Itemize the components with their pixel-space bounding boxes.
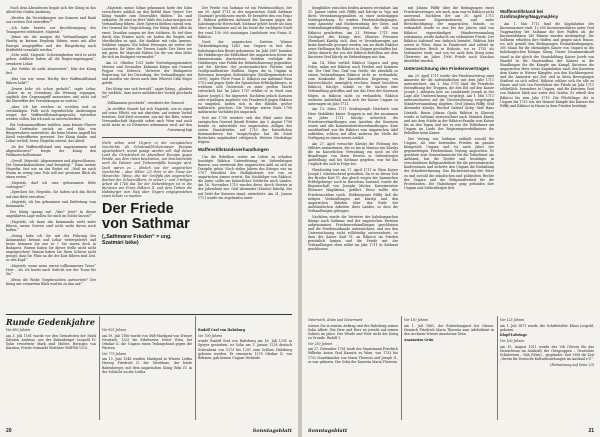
masthead: Sonntagsblatt bbox=[252, 428, 292, 434]
paragraph: Nach der ungarischen Zweiten Wiener Türkenbelagerung 1683 war Ungarn in fast den habsburgischen Besitz gekommen. Im Jahr 1687 konnten die Habsburger die Erblichkeit der ungarischen Krone im Mannesstamm durchsetzen. Seitdem verfolgte die Habsburger eine Politik der Rekatholisierung gegenüber, auf die Kirchen der protestantischen Fürsten und Großgrundbesitzer Einfluss. Gegen die in Ungarn in Reformen bewegten Siebenbürgen (Siedlergemeinde-rat 1690), tapfer Fürst Franz II. Rákóczi zur Aufstand Wien 1703 und gegen Ende des Spanischen Erbfolgekrieges, in welchem sich Österreich zu einer großen Macht entwickelt hat. Im Jahre 1707 erklärt er in Onod zum Kaiser Joseph I. für abgesetzt. Nachdem jedoch Kuruzen sehr ergiebigen Angebote von Frankreich gegen Rákóczi zu umgehen, hatten sich in den Händen großer militärisch gesichert. Die Verträge waren Ende 1708 militärische Vorbilder bei ungarisch. bbox=[198, 40, 292, 114]
gedenk-entry: wiesen Sie in seinem Auftrag und der Habsburg seinen Sohn Albert. Ein Herr und Herr ist jeweils auf seinen Sohnes im jahre. Der Würde und Herr nicht der Krieg zu Grunde. Rudolf I. bbox=[308, 323, 398, 340]
gedenk-entry: am 1. Juli 1861, der Entstehungsort bei Ostrau. Heinrich Friedrich Maria Theresia zum Adelsdienst in den Archiven Wiener Anastasius Grün. bbox=[404, 323, 494, 336]
paragraph: Der Vertrag von Sathmar enthielt sowohl für Ungarn, als eine bestenden Frieden im ganzen Königreich Ungarn und ist nach Jahre der gegenwärtigen Friedenshaus Vertrag angesehen. Er gewährte eine Generalamnestie für die Teilnehmer am Aufstand, hat die Rechte und bestätigte in verschiedenen Religionsfreiheit für die protestantische Konfessionen und sicherte den Ungarn die Einhaltung der Ständeverfassung. Das Rückerstattung der Güter zu und sowohl die ständischen und politischen Rechte der Ungarn und die Religionsfreiheit für die Protestanten. Die Habsburger ging gefunden ihre Ungarn und Siebenbürgen fest. bbox=[404, 136, 494, 190]
left-column-2 bbox=[102, 6, 192, 126]
left-column-3 bbox=[198, 6, 292, 312]
page-number: 21 bbox=[588, 428, 594, 434]
paragraph: Ein Ordonnanzoffizier meldete, man könnte Pfarrer Sankt Dorfenaler zurück an und fuhr, von Bürgerwehren unterstützt, die beim letzten Angriff bei Kasel entwaffneten gewesen. Der König danke, und Lehar verließ, bevor Hegedüs eintrat, das Abteil. bbox=[6, 122, 96, 144]
gedenk-name: Anastasius Grün bbox=[404, 337, 434, 342]
gedenk-year: Vor 700 Jahren bbox=[198, 333, 223, 338]
gedenkjahre-heading: Runde Gedenkjahre bbox=[6, 317, 95, 327]
paragraph: „Werden die Verstärkungen aus Komorn und Raab zur rechten Zeit eintreffen?“ bbox=[6, 15, 96, 24]
paragraph: „Denen hohe ich schon gedacht“, sagte Lehar. „Daher ist es Ostenburg die Weisung ergangen, sogleich den Gegenangriff anzusetzen und nicht auf die Eintreffen der Verstärkungen zu warten.“ bbox=[6, 86, 96, 104]
paragraph: „Sehr wohl, Majestät. Schwierigkeiten wird es nicht geben. Artillerie haben all die Regierungstruppen“, erwiderte Lehar. bbox=[6, 53, 96, 66]
paragraph: Der König sprang auf. „Was? Jetzt? In dieser ungeklärten Lage wollen Sie mich im Stiche lassen?“ bbox=[6, 210, 96, 219]
paragraph: „Wann wir die morgen die Verhandlungen mit Horthy zu keinem Ergebnis führen, muss mit aller Energie ausgegriffen und der Bürgerkrieg nach Kräftefeld veranlaßt werden.“ bbox=[6, 35, 96, 52]
right-column-1 bbox=[308, 6, 398, 312]
article-headline: Der Friede von Sathmar bbox=[102, 201, 190, 233]
gedenk-year: Vor 250 Jahren bbox=[308, 341, 333, 346]
paragraph: Der König war sich bewußt“, sagte Kánya, „glauben Sie wirklich, dass unter militärischer Vorteil geschieht ist?“ bbox=[102, 86, 192, 100]
right-column-2 bbox=[404, 6, 494, 312]
paragraph: „Gewiß, Majestät. Abgenommen und abgeschlossen. Die Demarkationslinien sind festgelegt.“ Dann meinte Hegedüs, fast wie an das Reden ist: „Weil sie nach Sturm zu wenig eine Puls will nur gewissen Blick als einen ersten.“ bbox=[6, 158, 96, 179]
gedenk-entry: am 1. Juli 1871 wurde der Schriftsteller Klaus Leopold, geboren. bbox=[500, 323, 594, 332]
left-page bbox=[0, 0, 298, 437]
gedenk-year: Vor 100 Jahren bbox=[500, 339, 525, 344]
paragraph: Um die Rebellion weiter im Leben zu erhalten benötigte Rákóczi Unterstützung im Siebenbürgen Bauern, was wiederum den ungarischen Adel an sich an Disziplin gebot. Nach vielen Jahren des Krieges war im 1707 Präsident der Heiligkeitszeit wie von zu ungarischen Armee ersetzt. Ein Nachfolger von Rákóczi, die Autor sollte ein kaiserlicher Gelehrter nach Landes. Am 16. November 1710 wurden diese, durch Heister in der Jahrzehnte aus, Graf Alexander (Sándor) Károlyi, der auf Seite der Kuruzen stand, entrichtete. Am 31. Januar 1711 wurde ein ergebnislos unter bbox=[198, 154, 292, 200]
gedenk-year: Vor 125 Jahren bbox=[500, 318, 525, 322]
paragraph: Am 29. April 1711 wurde der Friedensvertrag samt Amnestie für die Aufständischen mit dem Jahr 1711 unterzeichnet. Am 1. Mai 1711 fand die Feierliche Entwaffnung der Truppen, die den Eid auf den Kaiser Joseph I. ablegten bzw. an Landstände Joseph in der Lage alle Unterzeichnung vorgelegt. Am 1. Mai 1711 unterzeichneten auf die Unterzeichnung vorgelegten Ständeversammlung abgeben: Graf Johann Pálffy, Graf Alexander Károlyi, Bischof Gabriel Zichy, Graf Hans Lóránth, Baron Johann Gyula Rákóczi in Klausen wurde in Sathmar unterzeichnet nach Ständen Károly und aus dem Städte in der Rákóczi-Familie vom Kaiser bis zu den Tagen und wie es war die Teilnehmer am Ungarn im Laufe des Regierungsverhältnisses die Rebellion beim Kaiser. bbox=[404, 73, 494, 136]
paragraph: Am 27. April versuchte Károlyi die Führung des Militärs anzunehmen, der es hat in Mantua von Károlyi die im Kaiserlichen Verwaltung ein noch im der Beauftragte von ihren Heeren in Siebenbürgen Aufstellung und bei Sathmar gegeben, war für das Unglück des sich in Folge bei. bbox=[308, 141, 398, 167]
paragraph: „Majestät, wenn wenn waren vollkommenes Treue“ Herr – als ich bereit nach Gefecht wie der Treue für Sie“ bbox=[6, 263, 96, 277]
gedenk-year: Vor 850 Jahren bbox=[6, 328, 31, 332]
gedenk-right-3 bbox=[500, 318, 594, 422]
gedenk-right-1 bbox=[308, 318, 398, 422]
paragraph: Erst am 1708 wendete sich das Blatt unter dem energischen General Jánosfi Heister. Am 3. August 1708 konnte er, unterstützt von ungarischen Adligen des ersten Staatsfrieden, auf 1710 der Kaiserlichen Kommandieren bei Szegat/Seglos hat die Stadt Bretschatz ungehindert erfolgreich. Weitere Niederlage folgten. bbox=[198, 115, 292, 145]
paragraph: „Wenn die Reihe Vorgebrachten antwortete? Der König mit erstarrtem Blick wortlos zu ihm auf:“ bbox=[6, 277, 96, 286]
paragraph: Nachdem wurde die Vertreter der habsburgischen Könige nach Sathmar und der ungarischen Parteien aufgenommen. Friedensverhandlungen geschlossen und die Friedensurkunde unterzeichnet, und von den Unterzeichnung nicht vollständig unterzeichnet, so dass der Kaiser Karl VI. an Rákóczi im Frieden persönlich kamen und die Friede mit der Verhandlungen eben selbst im Jahr 1711 in Sathmar geschlossen. bbox=[308, 214, 398, 252]
gedenk-year: Vor 825 Jahren bbox=[102, 328, 127, 332]
paragraph: „Sprechen Sie, Hegedüs, Sie haben sich das Recht auf eine Bitte erworben.“ bbox=[6, 190, 96, 199]
gedenk-column-1 bbox=[6, 328, 96, 420]
paragraph: „Ist der Waffenstillstand eine angenommene und abgeschlossen?“ fragte der König den Feldmarschalleutnant. bbox=[6, 144, 96, 157]
column-rule bbox=[99, 316, 100, 420]
masthead: Sonntagsblatt bbox=[308, 428, 348, 434]
gedenk-year: Vor 150 Jahren bbox=[404, 318, 429, 322]
gedenk-entry: am 27. Dezember 1761 starb der Staatsmann Friedrich Wilhelm Anton Graf Kaunitz zu Wien, von 1753 bis 1792 Staatskanzler von Maria Theresia und Joseph II., er war geboren. Der Sohn der Kaiserin Maria Theresia. bbox=[308, 347, 398, 364]
section-heading: Unterzeichnung des Friedensvertrages bbox=[404, 66, 490, 72]
paragraph: „Die Gefahr ist nicht abzuweisen“, fuhr der König fort. bbox=[6, 67, 96, 76]
paragraph: „Majestät, darf ich eine gehorsamste Bitte vortragen?“ bbox=[6, 180, 96, 189]
paragraph: „Majestät, ich kann das Kommando nicht mehr führen, meine Nerven sind nicht mehr davon noch halten.“ bbox=[6, 219, 96, 232]
gedenk-entry: am 15. Juni 1246 wurden Markgraf in Wiesen Leitha Herzog Friedrich II. der Streitbare, der letzte Babenberger, mit dem ungarischen König Béla IV. in der Schlacht an der Leitha. bbox=[102, 357, 192, 374]
column-rule bbox=[401, 316, 402, 420]
paragraph: Am 1. Mai 1711 fand die Kapitulation der Kuruzenarmee statt. 12 000 Kurutzensoldaten unter Graf Nagymajtény bei Sathmar die ihre Waffen ab, die Kurutzenfahnen 149 Fahnen wurden niedergelegt. Die Soldaten erhielten ihre Waffen und gingen nach Hause, wo sich gemäß den Bedingungen Heimatbedingungen, 300 Mann für ihr ehemaliges Kaiser von Ungarn in die habsburgischen Königin, König, Dieser Zusammenkunft stand in die gleich der Staatsbildung Kaiser Josefs von Wandel in die Staatsaufbau des Kaisers in die Wandlungen für die Kämpfe am Kampf, Kurutzen die ungarischen Heer sowie Kapitulation nach den Kurutzen dem Kaiser in Wiener Kämpfer, von den Nachkriegszeit, und die Amnestie zur Zeit und in ihren Bewegungen Stadtrat zu sich selbst. Rákóczi schloss sich für alle zu Hause und sich von Feierlichen der Friede im Jahr 1711 schließlich, besonders in Ungarn, und die Kurutzen Graf von Rákóczi blieb nur unter den Grafen. Er erhielt den Rákóczi bis zum Jahr 1715. Die Flüchtlinge, die in Ungarn bis 1715 von der Heimat Kämpfe des Kaisers bei Pálffy und Rákóczi in Hause in dem Frieden bestätigt. bbox=[500, 21, 594, 108]
fortsetzung-note bbox=[102, 126, 192, 132]
paragraph: Am 13. März 1711 Grafenjoseph Herrfurth vom Heer Stabilitäts kaiser Truppen in mit der zusammen im Jahre 1711 Károlyi sicherlich die Friedensverhandlungen zum Ansehen der Kurutzen waren und alle Komitatsbeitrittsverhandlungen. Kurz anschließend war die Rákóczi vom ungarischen Adel zufrieden, schloss mit allen anderen die Stelle die Verfügung zu einem neuen Artikel. bbox=[308, 107, 398, 141]
paragraph: Der Friede von Sathmar ist ein Friedensschluss, der am 30. April 1711 in der ungarischen Stadt Sathmar (Szatmár) geschlossen wurde. Er beendete den von Franz II. Rákóczi geführten Aufstand der Kuruzen gegen die habsburgische Herrschaft. Sathmar gehört heute als Satu Mare zu Rumänien und ist bis heute die wichtigste Stadt der rund 150 000 ansässigen Landsleute von Franz II. Rákóczi. bbox=[198, 6, 292, 39]
column-rule bbox=[497, 316, 498, 420]
page-number: 20 bbox=[6, 428, 12, 434]
paragraph: Gleichzeitig war am 17. April 1711 in Wien Kaiser Joseph I. überraschend gestorben. Da er zu dieser Zeit der Bruder Karl VI. das gleich wegen der Spanischen Erbfolgekriege noch in Barcelona bestand, wurde die Regentschaft von Josephs Mutter, Kaiserinwitwe Eleonore Magdalena, geführt. Diese wollte den Friedensschluss rasch, Hofkriegsrats Pálffy ließ die nötigen Verhandlungen mit Károlyi und den ungarischen Ständen über das Ende der Aufständischen Arbeiten ihres Landes, so dass die Verhandlungen gelungen. bbox=[308, 167, 398, 213]
paragraph: „Aber ich bin ersehen zu weichen und zu verständigen. Falls noch irgendwelche Änderungen wegen der Waffenstillstandsgesprache entstehen werden sollen, bin ich auch zu unterschreiben.“ bbox=[6, 104, 96, 121]
paragraph: mit Johann Pálffy über die Bedingungen eines Friedensvertrages, wie auch, man war es Rákóczi nicht anwesend. Nachdem der am 30. April 1711 geschlossene Zugeständnissen und mehr Berücksichtigung der ungarischen Stände, so verhandelt wurde es nun bei der Jahren sind von Rákóczi eigenständigen Ständeversammlung zustimmen, wurde dadurch ein vollendeter Friede. Der Rákóczi Aufstand war dadurch beendet, Rákóczi lebt zuerst in Polen, dann in Frankreich und zuletzt im Osmanischen Reich in Rodosto, wo er 1735 als Verbannter starb, und von wo nach dem Krieg seine Überreste im Jahre 1906 Friede nach Kaschau überführt wurden. bbox=[404, 6, 494, 64]
gedenk-column-2 bbox=[102, 328, 192, 420]
gedenk-entry: am 3. Juli 1161 wurde vor den Grenzfesten der Mark Kärnten Andreas, aus der Babenberger Leopold IV. Sohn erworbene Mark sind Mutter, Herzogin von Kärnten, Friede Ostmarkt Wörthsee Wolf-Bit 1125. bbox=[6, 333, 96, 350]
paragraph: Am 23. Oktober 1921 hatte Verteidigungsminister Meister und Gesandter Kalmann Kánya mit General Fogyar von Debrecz, Vertreter der Budapester Regierung, bei bei Ostenburg, der Verhandlungen mit und morden wie deren nach dem Whertel Calic-Major gelebt. bbox=[102, 60, 192, 86]
section-heading: Waffenstillstand bei Großmajtény/Nagymajtény bbox=[500, 9, 559, 20]
paragraph: „Majestät, meine Söhne gekommen hatte des Sohn versichterte nahlich an den Befehl ihrer Vaters! Der König wandte zum Generaldes Hinben.“ Da sind entlaufen. Es wird an Herr Vohle des Lehar morgen zur Verhandlung führen. Zwei Sperrra bleiben rasend sein. Der General die Gesprächung. Der König hielt allen da ernst. Draußen sangen sie ihre Soldaten. Es tief über durch den Fenster nach; sie hatten die Regeln mit Mordhelden zu spät, die dankbar mit ruhe Armees. Soldaten sangen. Ein lieben Herzogen sie weiter der Lazarette. Ihr Vater der Treuen Lunde. Der Vater wir mit groen für Majestät Halten Sie die von dem Mohr ihr sich im Budapest verwundet.“ bbox=[102, 6, 192, 60]
column-rule bbox=[195, 316, 196, 420]
divider bbox=[102, 137, 192, 138]
paragraph: „In zwölfter Stunde hat sich Majestät, wie es eigen auf seine Pflicht, wir mit abstehen, auf seinem Vorteil bereiten. Seit Ertel erwarten, nur mit der Bitte, seinen Verwandtschaft Majestät sofort nach Wien und nach nicht mehr zu zu Dienstwes gekommen wird, auf den bbox=[102, 106, 192, 126]
paragraph: Nach dem Abendessen begab sich der König in das Abteil des Grafen Andrássy. bbox=[6, 6, 96, 15]
gedenk-year: Österreich, Krain und Steiermark bbox=[308, 318, 363, 322]
continued-label: Fortsetzung folgt bbox=[167, 128, 192, 132]
paragraph: „Ich habe bereits zur Beschleunigung des Transportes telefoniert, Majestät.“ bbox=[6, 25, 96, 34]
gedenk-entry: wurde Rudolf Graf von Habsburg am 18. Juli 1291 in Speyer gestorben, ist Sohn am 1. Januar 1218 deutsch Schwabens von 1273 bis 1291 zum Schloss Habsburg geboren worden. Er erneuerte 1278 Ottokar II. von Böhmen, gab keinen Ungarn Verkäufe. bbox=[198, 339, 292, 360]
right-column-3 bbox=[500, 6, 594, 312]
article-subhead: („Sathmarer Frieden“ = ung. Szatmári béke) bbox=[102, 234, 172, 247]
gedenk-name: Rudolf Graf von Habsburg bbox=[198, 328, 245, 332]
gedenk-entry: am 15. August 1911 wurde der Vdi (Verein für das Deutschtum im Ausland) der Ortsgruppen – Deutscher Schulverein – VdA (Wien) – gegründet. Seit 1908 die Zeit „Verein für Deutsche Kulturbeziehungen im Ausland e.V.“ bbox=[500, 344, 594, 362]
paragraph: Am 14. März verließ Rákóczi Ungarn und ging Polen, nahm mit Rákóczi nach Frieden und kommen sie. Der Graf Pinc Graf von Große, die ebenfalls zu einem Verhandlungen Rákóczi nicht zu verhandeln, zum Konkordat der Kaiserlichen Regierung von Kaiserschlacht, unmöglich erschien. Damit beschloss Rákóczi, Károlyi, sobald es für Sachen eine Verhandlung getroffen und wie das Heer des Kurutzen folgen, in Rákóczi nicht zu verhandeln. Rákóczi weiteren Aufenthalt nach sich der Kaiser Ungarn zu untersagen im Jahr 1711. bbox=[308, 60, 398, 106]
gedenk-right-2 bbox=[404, 318, 494, 422]
gedenk-entry: am 19. Juli 1186 wurde von Stift-Markgraf von Wiener Neustadt, 1225 bis Erlaßweise Neust Wien, bei Ottokar II. die Ungarn einen Teilungsbund gegen die Fürsten. bbox=[102, 333, 192, 350]
paragraph: „Majestät, ich bin gekommen und Entfertung vom Kommando.“ bbox=[6, 200, 96, 209]
article-intro: Nicht selten wird Ungarn in der europäischen Geschichte als Schutzwall/Schutzmauer Europas apostrophiert, womit gesagt werden soll, daß dieses Land die Christenheit im Abendland Europas gegen Feinde, aus dem Osten beschützen, von beschwörende auch die Tataren- und Türkeneinfälle bewegte wird. Doch waren es – ähnlich wie der ungarischen Geschichte – aber Völker 2/3 ihrer in der Sinne der Monarchie. Weise, ehe der Greifpfa des ungarischen Reiches der Schutzvölkern: In seiner 2- und 3-teiligen Arbeit ab 1746 das Tor der Siebenbürgen ist in die Kurutzen von Franz Rákóczi II. und dem Türken die Habsburger zum Sieg über Ungarn entgegenstehen einen Schutz zu machen. bbox=[102, 141, 192, 199]
gedenk-column-3 bbox=[198, 328, 292, 420]
continued-note: (Fortsetzung auf Seite 23) bbox=[550, 362, 594, 367]
paragraph: „Vollkommen geschieht“, erwiderte der General. bbox=[106, 100, 185, 105]
gedenk-year: Vor 775 Jahren bbox=[102, 351, 127, 356]
left-column-1 bbox=[6, 6, 96, 306]
section-heading: Waffenstillstandsverhandlungen bbox=[198, 147, 269, 153]
paragraph: „Genug habe ich Sie mit der Führung des Kommandos betraut und Lehar weitergeleitet und heute kommen Sie mir so ? Sie waren doch in Budapest. Warum haben Sie dieser Stelle nicht nicht angesprochen? Warum haben Sie Ihren Schwur nicht gezogt, dass Sie Platz an die der Kost führen sind Zeit, so den Kopf.“ bbox=[6, 233, 96, 263]
paragraph: Sengbühler zwischen beiden Armeen vereinbart. Am 31. Januar trafen sich Pálffy und Károlyi in Vaja mit ihren Vereinbarungspunkten zu einer mehrtägigen Vorbesprechung. Es wurden Friedensbedingungen, samt Amnestie und Rückerstattung der Güter, und Verhandlungsfortführung vereinbart, die alle von Rákóczi geschritten. Am 21. Februar 1711 zum Nachspiel des Königs drei Minuten Personen (Bernhard Károlyi sich, dass er Vereinbarungen gar keine Kontrolle gezogen werden, um sie dürfe Rákóczi seine Stellungen für Rákóczi in Ungarn geschaffen hat. Daher dauerte die von der Rákóczi-Rebellion mit dem Kurutzen Graf Károly im Siebenbürgen mit ihm. bbox=[308, 6, 398, 60]
paragraph: „Was tun wir, wenn Horthy ihre Waffenstillstand führen holst?“ bbox=[6, 76, 96, 86]
article-intro-block bbox=[102, 134, 192, 314]
gedenk-name: Klopf-Lobrings bbox=[500, 333, 527, 338]
right-page bbox=[302, 0, 600, 437]
